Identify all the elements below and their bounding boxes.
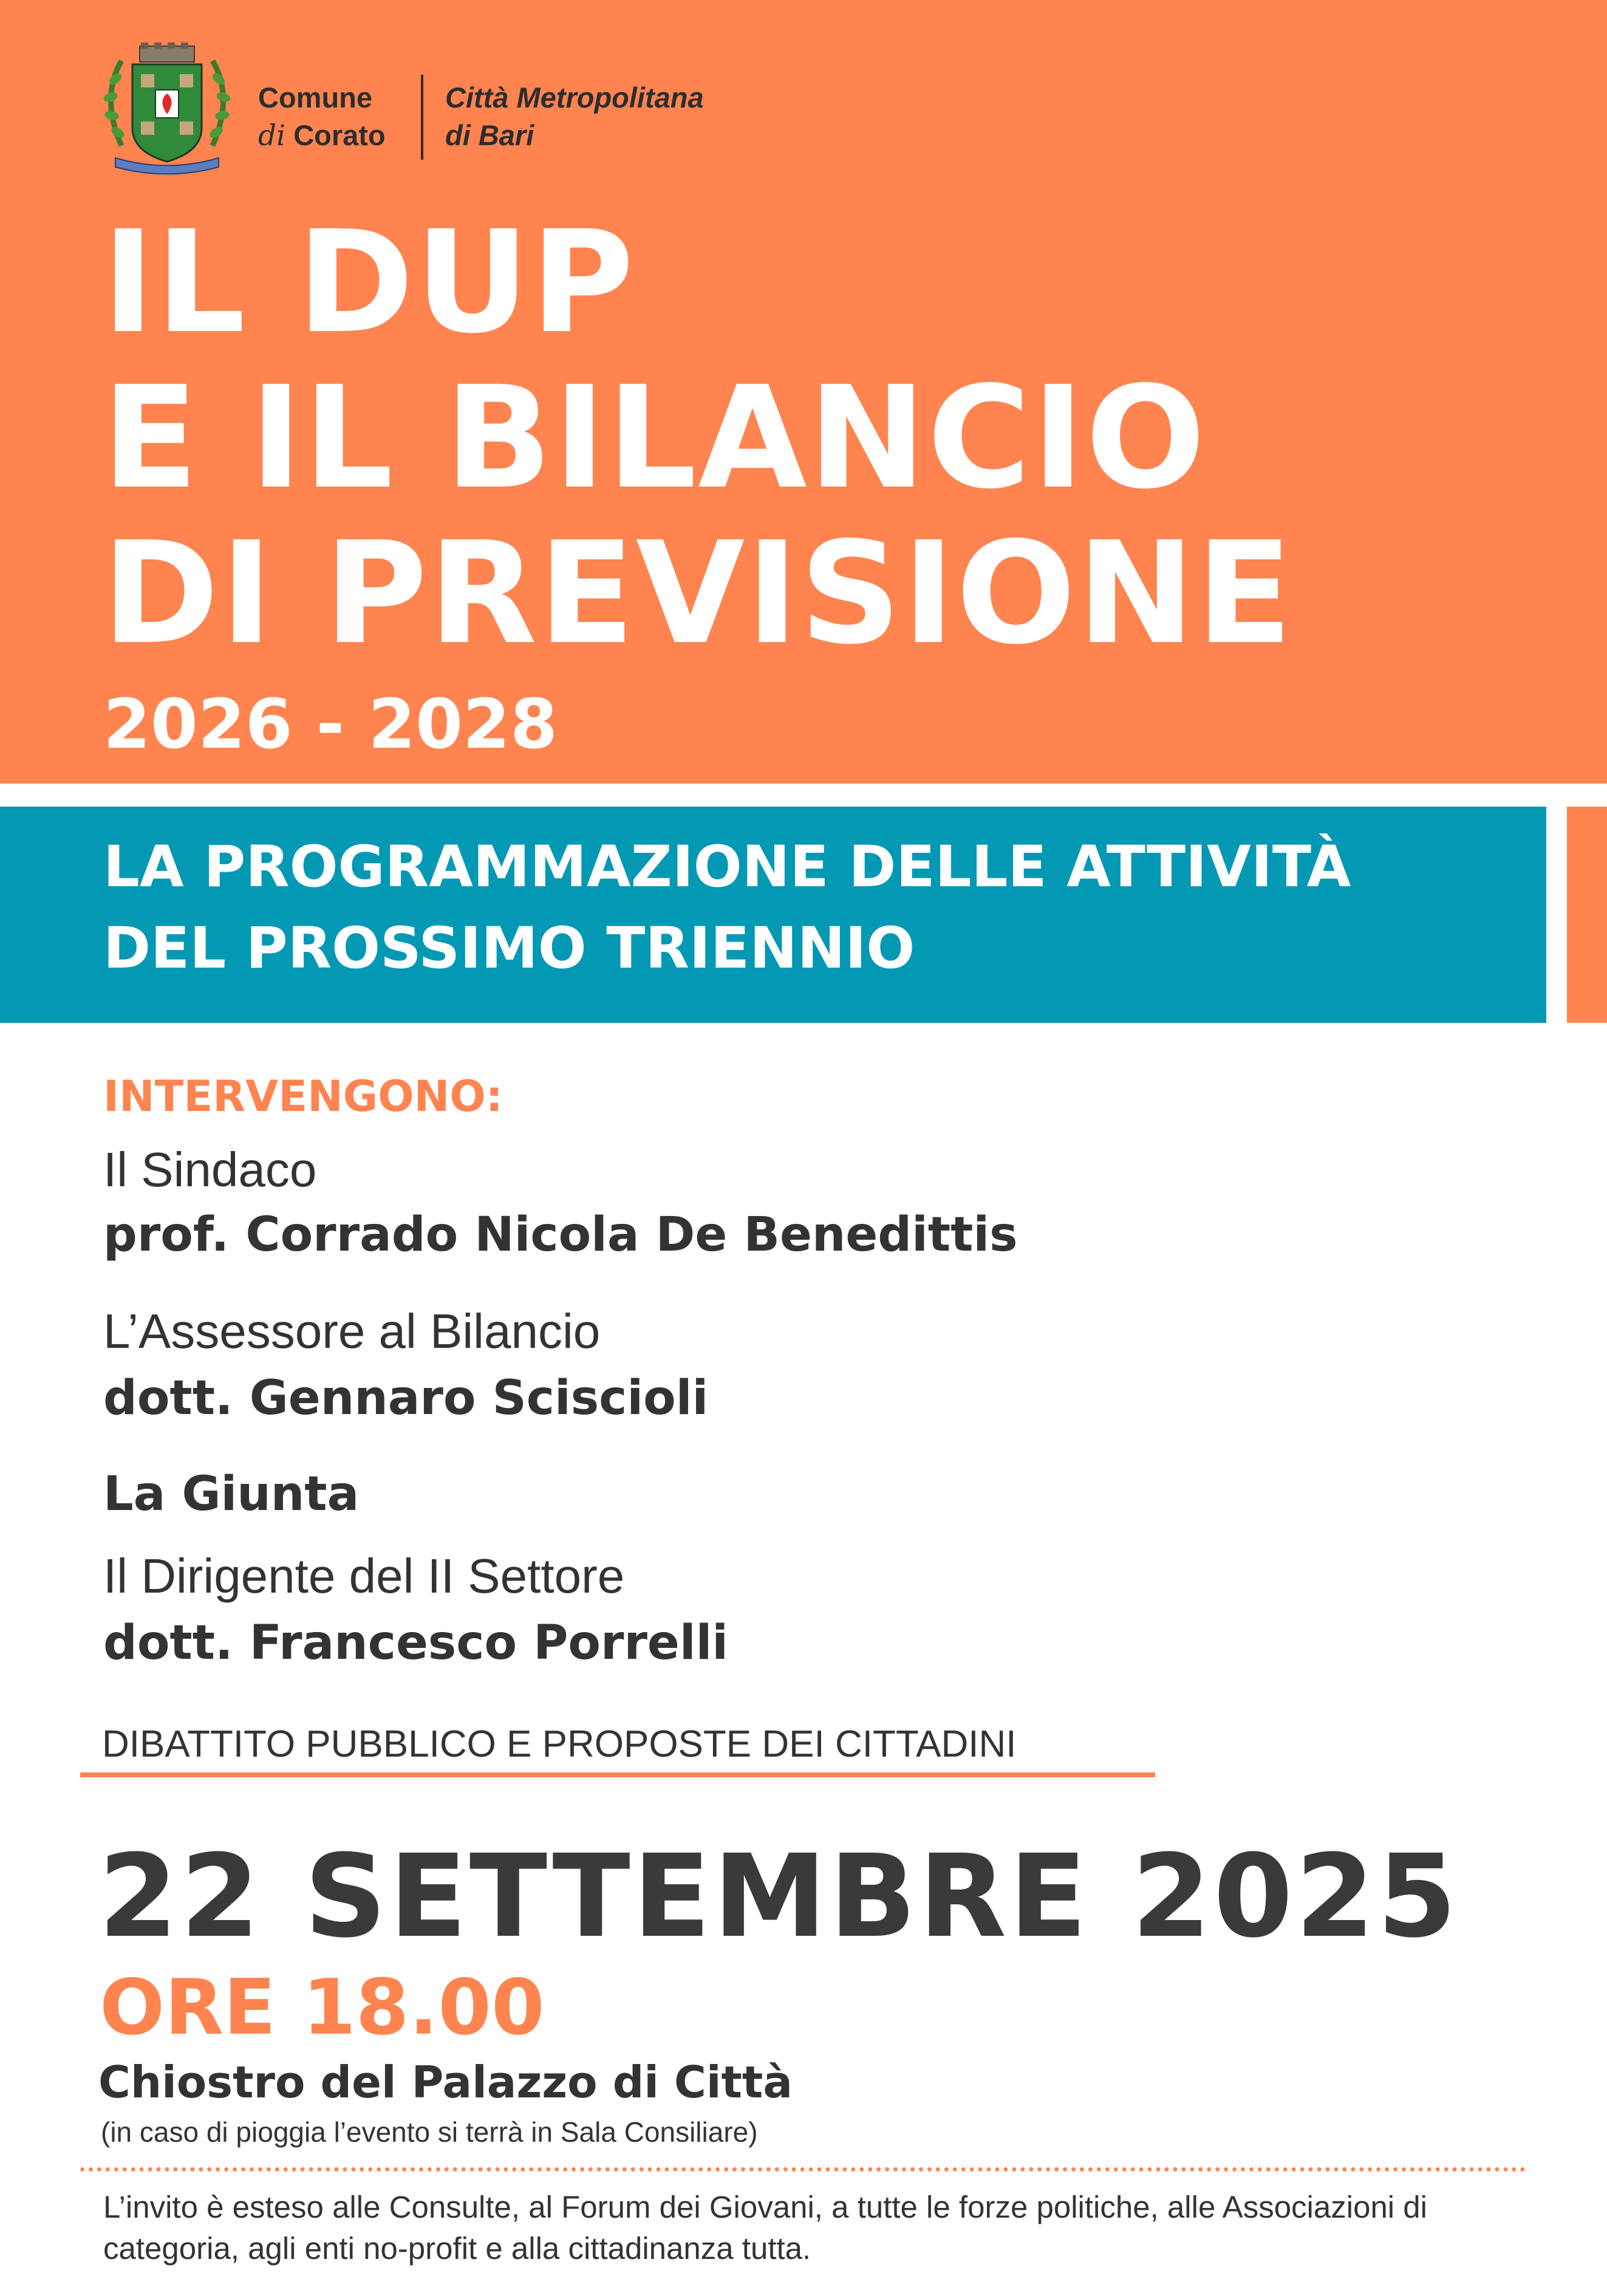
org-di: di bbox=[258, 119, 286, 152]
speaker-role: Il Sindaco bbox=[103, 1143, 317, 1197]
municipal-coat-of-arms-icon bbox=[97, 43, 237, 176]
org-divider bbox=[421, 75, 423, 160]
metro-name bbox=[445, 79, 704, 154]
debate-underline bbox=[80, 1772, 1155, 1777]
speaker-role: Il Dirigente del II Settore bbox=[103, 1549, 625, 1603]
metro-line-2: di Bari bbox=[445, 119, 534, 151]
organization-name bbox=[258, 79, 386, 155]
years-range: 2026 - 2028 bbox=[103, 685, 558, 764]
org-city: Corato bbox=[293, 119, 386, 151]
subtitle-line-2: DEL PROSSIMO TRIENNIO bbox=[103, 915, 915, 982]
org-line-1: Comune bbox=[258, 81, 372, 114]
speaker-name: prof. Corrado Nicola De Benedittis bbox=[103, 1208, 1018, 1262]
title-line-3: DI PREVISIONE bbox=[102, 511, 1294, 675]
speaker-name: La Giunta bbox=[103, 1467, 360, 1522]
speaker-role: L’Assessore al Bilancio bbox=[103, 1304, 601, 1358]
invitation-text: L’invito è esteso alle Consulte, al Forum dei Giovani, a tutte le forze politiche, alle Associazioni di categoria, agli enti no-profit e alla cittadinanza tutta. bbox=[103, 2190, 1428, 2266]
debate-label: DIBATTITO PUBBLICO E PROPOSTE DEI CITTADINI bbox=[102, 1723, 1017, 1765]
metro-line-1: Città Metropolitana bbox=[445, 81, 704, 114]
speakers-heading: INTERVENGONO: bbox=[103, 1071, 503, 1121]
subtitle-line-1: LA PROGRAMMAZIONE DELLE ATTIVITÀ bbox=[103, 834, 1351, 900]
event-time: ORE 18.00 bbox=[100, 1963, 545, 2052]
title-line-1: IL DUP bbox=[102, 200, 635, 364]
event-date: 22 SETTEMBRE 2025 bbox=[98, 1830, 1459, 1963]
speaker-name: dott. Gennaro Sciscioli bbox=[103, 1371, 709, 1426]
side-accent-bar bbox=[1567, 807, 1607, 1023]
speaker-name: dott. Francesco Porrelli bbox=[103, 1616, 729, 1670]
dotted-divider bbox=[80, 2167, 1526, 2171]
title-line-2: E IL BILANCIO bbox=[102, 356, 1207, 520]
venue-note: (in caso di pioggia l’evento si terrà in Sala Consiliare) bbox=[101, 2116, 758, 2148]
org-line-2 bbox=[258, 117, 386, 155]
event-venue: Chiostro del Palazzo di Città bbox=[98, 2057, 793, 2108]
